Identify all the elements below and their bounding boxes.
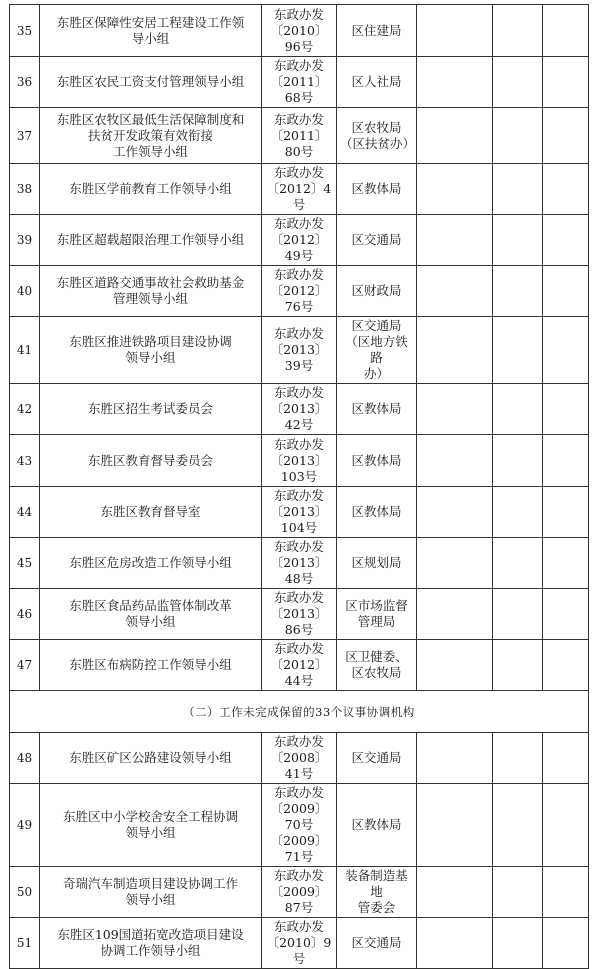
lead-department [337, 784, 417, 867]
document-number-line: 〔2012〕44号 [270, 657, 328, 688]
row-number: 37 [10, 108, 40, 164]
document-number-line: 东政办发 [273, 868, 324, 883]
table-row [10, 589, 589, 640]
document-number-line: 〔2008〕41号 [270, 750, 328, 781]
empty-cell-c [543, 384, 589, 435]
lead-department [337, 215, 417, 266]
lead-department [337, 733, 417, 784]
lead-department-line: 办） [363, 366, 389, 381]
document-number-line: 〔2012〕49号 [270, 232, 328, 263]
row-number: 48 [10, 733, 40, 784]
table-row [10, 317, 589, 384]
body-name [40, 215, 262, 266]
row-number: 51 [10, 918, 40, 969]
table-row [10, 487, 589, 538]
lead-department [337, 640, 417, 691]
lead-department [337, 538, 417, 589]
table-row [10, 108, 589, 164]
empty-cell-b [493, 317, 543, 384]
body-name-line: 管理领导小组 [112, 291, 188, 306]
body-name-line: 奇瑞汽车制造项目建设协调工作 [62, 876, 238, 891]
empty-cell-c [543, 57, 589, 108]
row-number: 40 [10, 266, 40, 317]
lead-department [337, 589, 417, 640]
empty-cell-a [417, 266, 493, 317]
document-number-line: 东政办发 [273, 919, 324, 934]
body-name [40, 589, 262, 640]
empty-cell-a [417, 918, 493, 969]
document-number [262, 867, 337, 918]
body-name-line: 领导小组 [125, 350, 176, 365]
row-number: 44 [10, 487, 40, 538]
body-name-line: 导小组 [131, 30, 170, 46]
body-name-line: 东胜区农民工资支付管理领导小组 [56, 74, 245, 89]
lead-department-line: 区规划局 [351, 555, 402, 570]
body-name-line: 东胜区学前教育工作领导小组 [69, 181, 232, 196]
empty-cell-c [543, 867, 589, 918]
section-row [10, 691, 589, 733]
lead-department-line: 区交通局 [351, 935, 402, 950]
document-number-line: 〔2009〕70号 [270, 801, 328, 832]
document-number-line: 东政办发 [273, 734, 324, 749]
document-number [262, 784, 337, 867]
empty-cell-c [543, 266, 589, 317]
body-name [40, 733, 262, 784]
document-number [262, 266, 337, 317]
body-name-line: 东胜区109国道拓宽改造项目建设 [57, 927, 244, 942]
document-number-line: 东政办发 [273, 216, 324, 231]
lead-department-line: 区教体局 [351, 504, 402, 519]
empty-cell-b [493, 784, 543, 867]
document-number-line: 〔2012〕76号 [270, 283, 328, 314]
empty-cell-a [417, 867, 493, 918]
empty-cell-c [543, 784, 589, 867]
table-row [10, 5, 589, 57]
body-name-line: 东胜区农牧区最低生活保障制度和 [56, 111, 245, 127]
document-number-line: 〔2009〕71号 [270, 833, 328, 864]
table-row [10, 867, 589, 918]
document-number [262, 317, 337, 384]
empty-cell-b [493, 733, 543, 784]
empty-cell-a [417, 108, 493, 164]
empty-cell-b [493, 640, 543, 691]
empty-cell-a [417, 317, 493, 384]
body-name-line: 东胜区布病防控工作领导小组 [69, 657, 232, 672]
empty-cell-c [543, 108, 589, 164]
lead-department-line: 区人社局 [351, 74, 402, 89]
table-row [10, 215, 589, 266]
empty-cell-c [543, 317, 589, 384]
section-heading: （二）工作未完成保留的33个议事协调机构 [10, 691, 589, 733]
empty-cell-b [493, 164, 543, 215]
row-number: 45 [10, 538, 40, 589]
empty-cell-a [417, 57, 493, 108]
empty-cell-b [493, 918, 543, 969]
empty-cell-b [493, 5, 543, 57]
lead-department [337, 867, 417, 918]
lead-department-line: 区市场监督 [345, 598, 408, 613]
empty-cell-b [493, 867, 543, 918]
body-name [40, 918, 262, 969]
document-number [262, 57, 337, 108]
empty-cell-a [417, 733, 493, 784]
empty-cell-a [417, 784, 493, 867]
empty-cell-a [417, 384, 493, 435]
body-name [40, 384, 262, 435]
table-row [10, 266, 589, 317]
empty-cell-c [543, 538, 589, 589]
document-number-line: 〔2011〕80号 [270, 127, 328, 159]
body-name [40, 487, 262, 538]
lead-department-line: 区住建局 [351, 22, 402, 38]
table-row [10, 784, 589, 867]
document-number-line: 〔2010〕96号 [270, 22, 328, 54]
document-number-line: 东政办发 [273, 165, 324, 180]
body-name-line: 东胜区保障性安居工程建设工作领 [56, 14, 245, 30]
empty-cell-b [493, 108, 543, 164]
body-name-line: 东胜区教育督导委员会 [87, 452, 213, 468]
empty-cell-b [493, 487, 543, 538]
row-number: 36 [10, 57, 40, 108]
empty-cell-c [543, 733, 589, 784]
table-row [10, 435, 589, 487]
empty-cell-c [543, 215, 589, 266]
lead-department-line: 管委会 [357, 900, 396, 915]
document-number-line: 东政办发 [273, 111, 324, 127]
document-number-line: 东政办发 [273, 785, 324, 800]
empty-cell-c [543, 487, 589, 538]
document-number-line: 东政办发 [273, 436, 324, 452]
empty-cell-a [417, 435, 493, 487]
lead-department [337, 317, 417, 384]
body-name-line: 领导小组 [125, 614, 176, 629]
table-row [10, 918, 589, 969]
body-name-line: 扶贫开发政策有效衔接 [87, 127, 213, 143]
document-number-line: 东政办发 [273, 488, 324, 503]
coordination-bodies-table [9, 4, 589, 969]
lead-department [337, 266, 417, 317]
body-name-line: 东胜区食品药品监管体制改革 [69, 598, 232, 613]
document-number [262, 435, 337, 487]
lead-department-line: 区教体局 [351, 181, 402, 196]
body-name [40, 164, 262, 215]
lead-department-line: 区农牧局 [351, 119, 402, 135]
row-number: 43 [10, 435, 40, 487]
lead-department-line: 区交通局 [351, 750, 402, 765]
body-name [40, 867, 262, 918]
lead-department-line: 区教体局 [351, 452, 402, 468]
document-number [262, 215, 337, 266]
empty-cell-a [417, 487, 493, 538]
table-row [10, 164, 589, 215]
document-number-line: 〔2013〕103号 [270, 452, 328, 484]
document-number [262, 384, 337, 435]
body-name [40, 435, 262, 487]
document-number-line: 东政办发 [273, 641, 324, 656]
document-number [262, 640, 337, 691]
document-number [262, 589, 337, 640]
body-name-line: 工作领导小组 [112, 143, 188, 159]
document-number [262, 5, 337, 57]
empty-cell-a [417, 5, 493, 57]
body-name [40, 108, 262, 164]
row-number: 46 [10, 589, 40, 640]
body-name [40, 784, 262, 867]
row-number: 35 [10, 5, 40, 57]
body-name-line: 东胜区危房改造工作领导小组 [69, 555, 232, 570]
empty-cell-a [417, 538, 493, 589]
lead-department-line: 区教体局 [351, 817, 402, 832]
lead-department-line: （区扶贫办） [340, 135, 416, 151]
row-number: 39 [10, 215, 40, 266]
document-number [262, 487, 337, 538]
empty-cell-a [417, 640, 493, 691]
document-number [262, 538, 337, 589]
body-name-line: 东胜区推进铁路项目建设协调 [69, 334, 232, 349]
table-row [10, 384, 589, 435]
lead-department-line: 区农牧局 [351, 665, 402, 680]
document-number-line: 〔2013〕42号 [270, 401, 328, 432]
document-number [262, 108, 337, 164]
lead-department [337, 108, 417, 164]
empty-cell-b [493, 589, 543, 640]
body-name-line: 东胜区超载超限治理工作领导小组 [56, 232, 245, 247]
document-number-line: 东政办发 [273, 385, 324, 400]
row-number: 49 [10, 784, 40, 867]
row-number: 38 [10, 164, 40, 215]
lead-department-line: 区交通局 [351, 232, 402, 247]
empty-cell-b [493, 215, 543, 266]
document-number [262, 733, 337, 784]
body-name [40, 640, 262, 691]
lead-department [337, 164, 417, 215]
lead-department-line: 管理局 [357, 614, 396, 629]
document-number-line: 〔2013〕86号 [270, 606, 328, 637]
document-number [262, 918, 337, 969]
empty-cell-b [493, 384, 543, 435]
table-row [10, 57, 589, 108]
lead-department [337, 384, 417, 435]
body-name-line: 东胜区道路交通事故社会救助基金 [56, 275, 245, 290]
document-number-line: 〔2010〕9号 [266, 935, 332, 966]
body-name-line: 东胜区中小学校舍安全工程协调 [62, 809, 238, 824]
body-name [40, 57, 262, 108]
body-name [40, 538, 262, 589]
lead-department [337, 57, 417, 108]
lead-department [337, 918, 417, 969]
lead-department-line: 区交通局 [351, 318, 402, 333]
document-number-line: 东政办发 [273, 590, 324, 605]
empty-cell-b [493, 435, 543, 487]
document-number-line: 东政办发 [273, 267, 324, 282]
table-row [10, 733, 589, 784]
empty-cell-c [543, 918, 589, 969]
body-name [40, 317, 262, 384]
body-name-line: 东胜区招生考试委员会 [87, 401, 213, 416]
lead-department [337, 435, 417, 487]
lead-department-line: （区地方铁路 [345, 334, 408, 365]
document-number-line: 〔2011〕68号 [270, 74, 328, 105]
lead-department [337, 487, 417, 538]
lead-department-line: 区教体局 [351, 401, 402, 416]
empty-cell-c [543, 164, 589, 215]
body-name-line: 东胜区矿区公路建设领导小组 [69, 750, 232, 765]
body-name-line: 东胜区教育督导室 [100, 504, 201, 519]
empty-cell-b [493, 266, 543, 317]
document-number-line: 东政办发 [273, 539, 324, 554]
document-number-line: 东政办发 [273, 58, 324, 73]
body-name-line: 领导小组 [125, 825, 176, 840]
document-number-line: 东政办发 [273, 6, 324, 22]
table-row [10, 538, 589, 589]
document-number [262, 164, 337, 215]
body-name-line: 领导小组 [125, 892, 176, 907]
empty-cell-c [543, 589, 589, 640]
table-row [10, 640, 589, 691]
lead-department-line: 区财政局 [351, 283, 402, 298]
empty-cell-a [417, 164, 493, 215]
empty-cell-a [417, 589, 493, 640]
body-name [40, 5, 262, 57]
empty-cell-b [493, 57, 543, 108]
empty-cell-c [543, 640, 589, 691]
lead-department [337, 5, 417, 57]
lead-department-line: 区卫健委、 [345, 649, 408, 664]
empty-cell-c [543, 5, 589, 57]
document-number-line: 〔2013〕104号 [270, 504, 328, 535]
empty-cell-a [417, 215, 493, 266]
empty-cell-b [493, 538, 543, 589]
row-number: 50 [10, 867, 40, 918]
body-name-line: 协调工作领导小组 [100, 943, 201, 958]
row-number: 42 [10, 384, 40, 435]
empty-cell-c [543, 435, 589, 487]
row-number: 47 [10, 640, 40, 691]
body-name [40, 266, 262, 317]
document-number-line: 〔2013〕39号 [270, 342, 328, 373]
document-number-line: 东政办发 [273, 326, 324, 341]
document-number-line: 〔2009〕87号 [270, 884, 328, 915]
document-number-line: 〔2012〕4号 [266, 181, 332, 212]
document-number-line: 〔2013〕48号 [270, 555, 328, 586]
row-number: 41 [10, 317, 40, 384]
lead-department-line: 装备制造基地 [345, 868, 408, 899]
